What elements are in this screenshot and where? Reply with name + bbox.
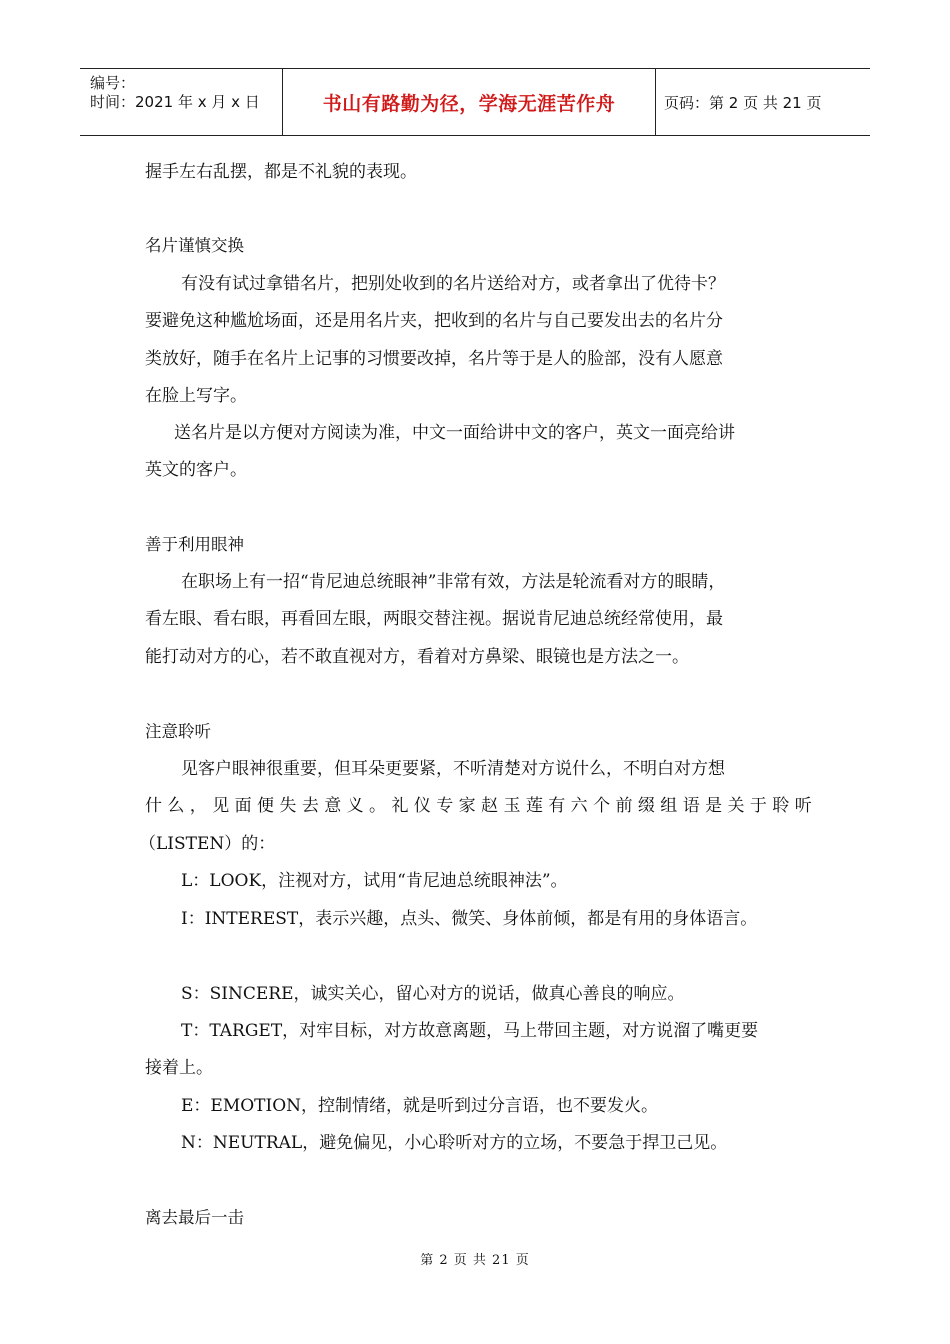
paragraph-line: 能打动对方的心，若不敢直视对方，看着对方鼻梁、眼镜也是方法之一。: [145, 647, 689, 667]
list-item: E：EMOTION，控制情绪，就是听到过分言语，也不要发火。: [181, 1096, 659, 1116]
number-label: 编号：: [90, 74, 136, 92]
paragraph-line: 在职场上有一招“肯尼迪总统眼神”非常有效，方法是轮流看对方的眼睛，: [181, 572, 726, 592]
paragraph-line: 要避免这种尴尬场面，还是用名片夹，把收到的名片与自己要发出去的名片分: [145, 311, 723, 331]
page-code: 页码：第 2 页 共 21 页: [664, 93, 822, 112]
paragraph-line: （LISTEN）的：: [139, 834, 276, 854]
paragraph-line: 握手左右乱摆，都是不礼貌的表现。: [145, 162, 417, 182]
paragraph-line: 有没有试过拿错名片，把别处收到的名片送给对方，或者拿出了优待卡？: [181, 274, 725, 294]
list-item: S：SINCERE，诚实关心，留心对方的说话，做真心善良的响应。: [181, 984, 685, 1004]
page-header: [80, 68, 870, 136]
section-heading: 名片谨慎交换: [145, 236, 244, 255]
list-item: I：INTEREST，表示兴趣，点头、微笑、身体前倾，都是有用的身体语言。: [181, 909, 758, 929]
paragraph-line: 看左眼、看右眼，再看回左眼，两眼交替注视。据说肯尼迪总统经常使用，最: [145, 609, 723, 629]
motto: 书山有路勤为径，学海无涯苦作舟: [322, 92, 616, 115]
page-footer: 第 2 页 共 21 页: [420, 1253, 530, 1268]
date-label: 时间：2021 年 x 月 x 日: [90, 93, 260, 111]
list-item: N：NEUTRAL，避免偏见，小心聆听对方的立场，不要急于捍卫己见。: [181, 1133, 728, 1153]
section-heading: 注意聆听: [145, 722, 211, 741]
list-item: T：TARGET，对牢目标，对方故意离题，马上带回主题，对方说溜了嘴更要: [181, 1021, 759, 1041]
list-item: L：LOOK，注视对方，试用“肯尼迪总统眼神法”。: [181, 871, 568, 891]
section-heading: 善于利用眼神: [145, 535, 244, 554]
header-motto-cell: [282, 69, 656, 135]
header-meta: [80, 69, 282, 135]
paragraph-line: 送名片是以方便对方阅读为准，中文一面给讲中文的客户，英文一面亮给讲: [174, 423, 735, 443]
paragraph-line: 英文的客户。: [145, 460, 247, 480]
paragraph-line: 类放好，随手在名片上记事的习惯要改掉，名片等于是人的脸部，没有人愿意: [145, 349, 723, 369]
paragraph-line: 见客户眼神很重要，但耳朵更要紧，不听清楚对方说什么，不明白对方想: [181, 759, 725, 779]
paragraph-line: 什 么 ， 见 面 便 失 去 意 义 。 礼 仪 专 家 赵 玉 莲 有 六 个 前 缀 组 语 是 关 于 聆 听: [145, 796, 812, 816]
section-heading: 离去最后一击: [145, 1208, 244, 1227]
header-page-cell: [654, 69, 870, 135]
paragraph-line: 在脸上写字。: [145, 386, 247, 406]
list-item: 接着上。: [145, 1058, 213, 1078]
